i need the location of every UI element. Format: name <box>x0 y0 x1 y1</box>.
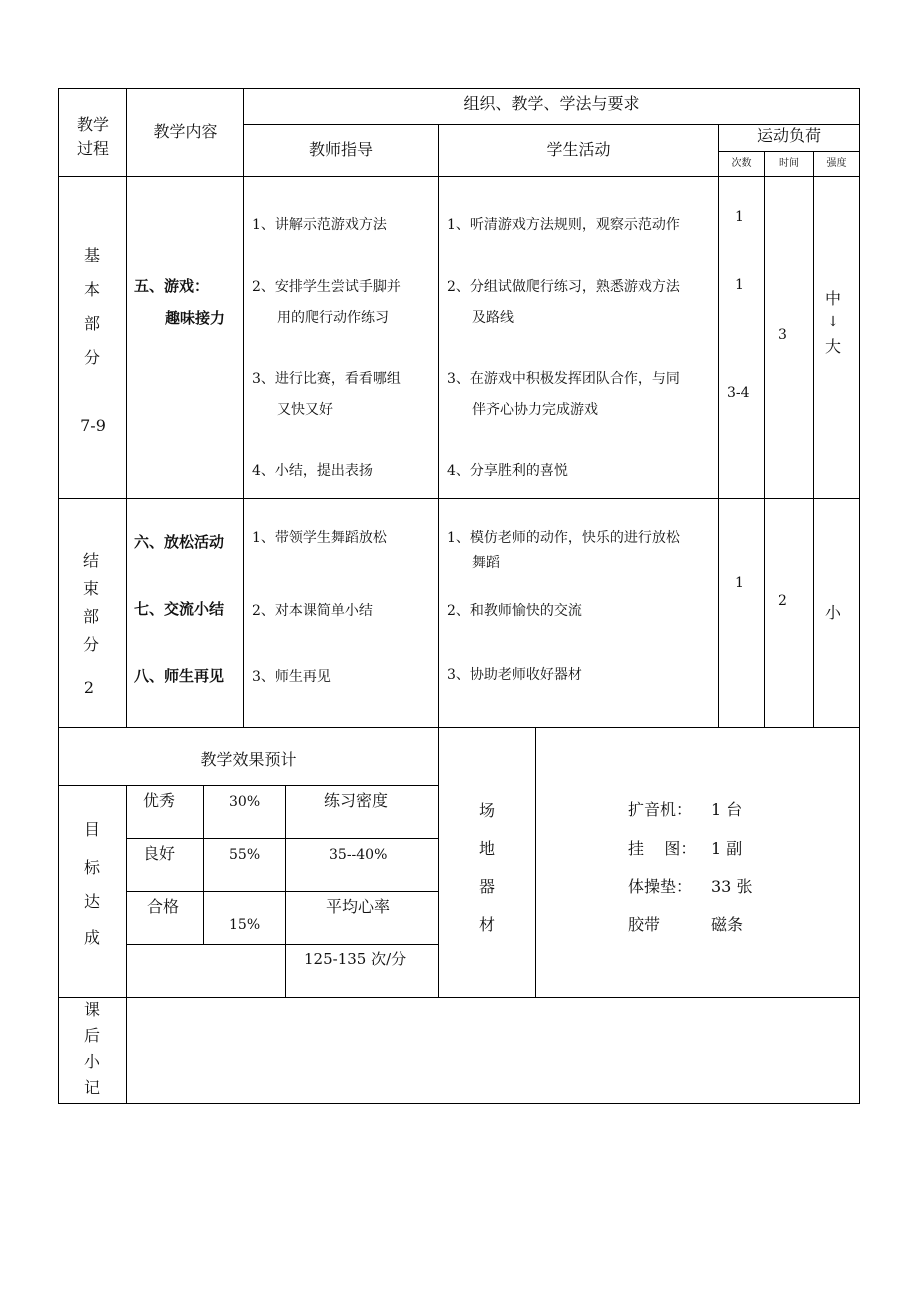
table-border-top <box>58 88 860 89</box>
notes-char: 课 <box>83 1000 100 1019</box>
end-item-title: 七、交流小结 <box>134 600 225 618</box>
end-student-line: 3、协助老师收好器材 <box>447 667 582 683</box>
effect-grade: 优秀 <box>143 791 176 810</box>
effect-heart-label: 平均心率 <box>326 897 391 916</box>
end-teacher-line: 1、带领学生舞蹈放松 <box>252 530 387 546</box>
venue-item-name: 挂 图： <box>628 839 697 858</box>
basic-intensity-top: 中 <box>824 289 841 308</box>
venue-item-qty: 1 台 <box>711 800 743 819</box>
effect-percent: 15% <box>229 917 261 933</box>
end-time-value: 2 <box>778 593 787 609</box>
header-teacher-guidance-label: 教师指导 <box>308 140 373 159</box>
header-bottom-line <box>58 176 860 177</box>
effect-grade: 良好 <box>143 844 176 863</box>
venue-col-divider <box>535 727 536 998</box>
venue-label <box>473 803 501 955</box>
header-intensity-label: 强度 <box>826 158 847 169</box>
header-exercise-load-label: 运动负荷 <box>756 126 821 145</box>
basic-section-char: 本 <box>83 280 100 299</box>
col-divider-teacher <box>438 124 439 728</box>
basic-teacher-line: 3、进行比赛，看看哪组 <box>252 371 401 387</box>
notes-label <box>78 1002 106 1106</box>
effect-row1-bottom-line <box>126 838 438 839</box>
basic-teacher-line: 又快又好 <box>277 402 333 418</box>
effect-title-bottom-line <box>58 785 438 786</box>
basic-section-char: 基 <box>83 246 100 265</box>
basic-teacher-line: 2、安排学生尝试手脚并 <box>252 279 401 295</box>
basic-section-char: 分 <box>83 348 100 367</box>
venue-item-qty: 磁条 <box>711 915 744 934</box>
end-section-char: 部 <box>82 607 99 626</box>
venue-item-name: 扩音机： <box>628 800 693 819</box>
basic-student-line: 3、在游戏中积极发挥团队合作，与同 <box>447 371 680 387</box>
effect-density-value: 35--40% <box>329 847 388 863</box>
basic-student-line: 4、分享胜利的喜悦 <box>447 463 568 479</box>
effect-density-label: 练习密度 <box>324 791 389 810</box>
basic-student-line: 1、听清游戏方法规则，观察示范动作 <box>447 217 680 233</box>
end-item-title: 八、师生再见 <box>134 667 225 685</box>
basic-teacher-line: 用的爬行动作练习 <box>277 310 389 326</box>
basic-count-value: 1 <box>735 277 744 293</box>
end-section-char: 分 <box>82 635 99 654</box>
effect-target-char: 达 <box>83 892 100 911</box>
effect-percent: 55% <box>229 847 261 863</box>
venue-item-name: 胶带 <box>628 915 661 934</box>
venue-item-qty: 33 张 <box>711 877 753 896</box>
end-section-name <box>77 553 105 665</box>
effect-col-divider-percent <box>203 785 204 945</box>
header-divider-load <box>718 151 860 152</box>
basic-teacher-line: 4、小结，提出表扬 <box>252 463 373 479</box>
header-process-line1: 教学 <box>76 115 109 134</box>
end-item-title: 六、放松活动 <box>134 533 225 551</box>
col-divider-student <box>718 124 719 728</box>
basic-student-line: 2、分组试做爬行练习，熟悉游戏方法 <box>447 279 680 295</box>
venue-item-qty: 1 副 <box>711 839 743 858</box>
basic-student-line: 及路线 <box>472 310 514 326</box>
end-section-bottom-line <box>58 727 860 728</box>
header-process-label <box>60 113 126 161</box>
basic-section-char: 部 <box>83 314 100 333</box>
end-student-line: 1、模仿老师的动作，快乐的进行放松 <box>447 530 680 546</box>
effect-col-divider-venue <box>438 727 439 998</box>
end-section-char: 结 <box>82 551 99 570</box>
basic-item-title: 五、游戏： <box>134 277 210 295</box>
venue-char: 器 <box>478 877 495 896</box>
basic-section-minutes: 7-9 <box>80 416 106 435</box>
basic-section-name <box>78 248 106 384</box>
header-count-label: 次数 <box>731 158 752 169</box>
effect-heart-value: 125-135 次/分 <box>304 950 407 968</box>
effect-col-divider-metric <box>285 785 286 998</box>
col-divider-time <box>813 151 814 728</box>
effect-row3-bottom-line <box>126 944 438 945</box>
basic-teacher-line: 1、讲解示范游戏方法 <box>252 217 387 233</box>
end-count-value: 1 <box>735 575 744 591</box>
col-divider-process <box>126 88 127 728</box>
header-divider-org <box>244 124 860 125</box>
end-teacher-line: 2、对本课简单小结 <box>252 603 373 619</box>
end-section-minutes: 2 <box>83 678 95 697</box>
header-student-activity-label: 学生活动 <box>546 140 611 159</box>
header-time-label: 时间 <box>779 158 799 169</box>
end-teacher-line: 3、师生再见 <box>252 669 331 685</box>
effect-grade: 合格 <box>147 897 180 916</box>
header-content-label: 教学内容 <box>153 122 218 141</box>
effect-title: 教学效果预计 <box>200 750 297 769</box>
basic-count-value: 3-4 <box>727 385 750 401</box>
table-border-right <box>859 88 860 1104</box>
end-student-line: 2、和教师愉快的交流 <box>447 603 582 619</box>
venue-char: 材 <box>478 915 495 934</box>
effect-row2-bottom-line <box>126 891 438 892</box>
end-section-char: 束 <box>82 579 99 598</box>
basic-intensity-bottom: 大 <box>824 337 841 356</box>
effect-target-label <box>78 822 106 964</box>
basic-time-value: 3 <box>778 327 787 343</box>
table-border-left <box>58 88 59 1104</box>
notes-content-area[interactable] <box>127 998 859 1103</box>
col-divider-content <box>243 88 244 728</box>
header-process-line2: 过程 <box>76 139 109 158</box>
end-student-line: 舞蹈 <box>472 555 500 571</box>
venue-char: 地 <box>478 839 495 858</box>
notes-char: 小 <box>83 1052 100 1071</box>
effect-target-char: 目 <box>83 820 100 839</box>
basic-intensity-arrow: ↓ <box>827 314 839 330</box>
notes-char: 记 <box>83 1078 100 1097</box>
effect-target-char: 标 <box>83 858 100 877</box>
effect-target-char: 成 <box>83 928 100 947</box>
end-intensity-value: 小 <box>824 603 841 622</box>
venue-item-name: 体操垫： <box>628 877 693 896</box>
notes-char: 后 <box>83 1026 100 1045</box>
basic-section-bottom-line <box>58 498 860 499</box>
effect-col-divider-target <box>126 785 127 998</box>
basic-student-line: 伴齐心协力完成游戏 <box>472 402 598 418</box>
venue-char: 场 <box>478 801 495 820</box>
col-divider-count <box>764 151 765 728</box>
effect-percent: 30% <box>229 794 261 810</box>
header-organization-label: 组织、教学、学法与要求 <box>463 94 640 113</box>
table-border-bottom <box>58 1103 860 1104</box>
basic-item-subtitle: 趣味接力 <box>165 309 226 327</box>
basic-count-value: 1 <box>735 209 744 225</box>
